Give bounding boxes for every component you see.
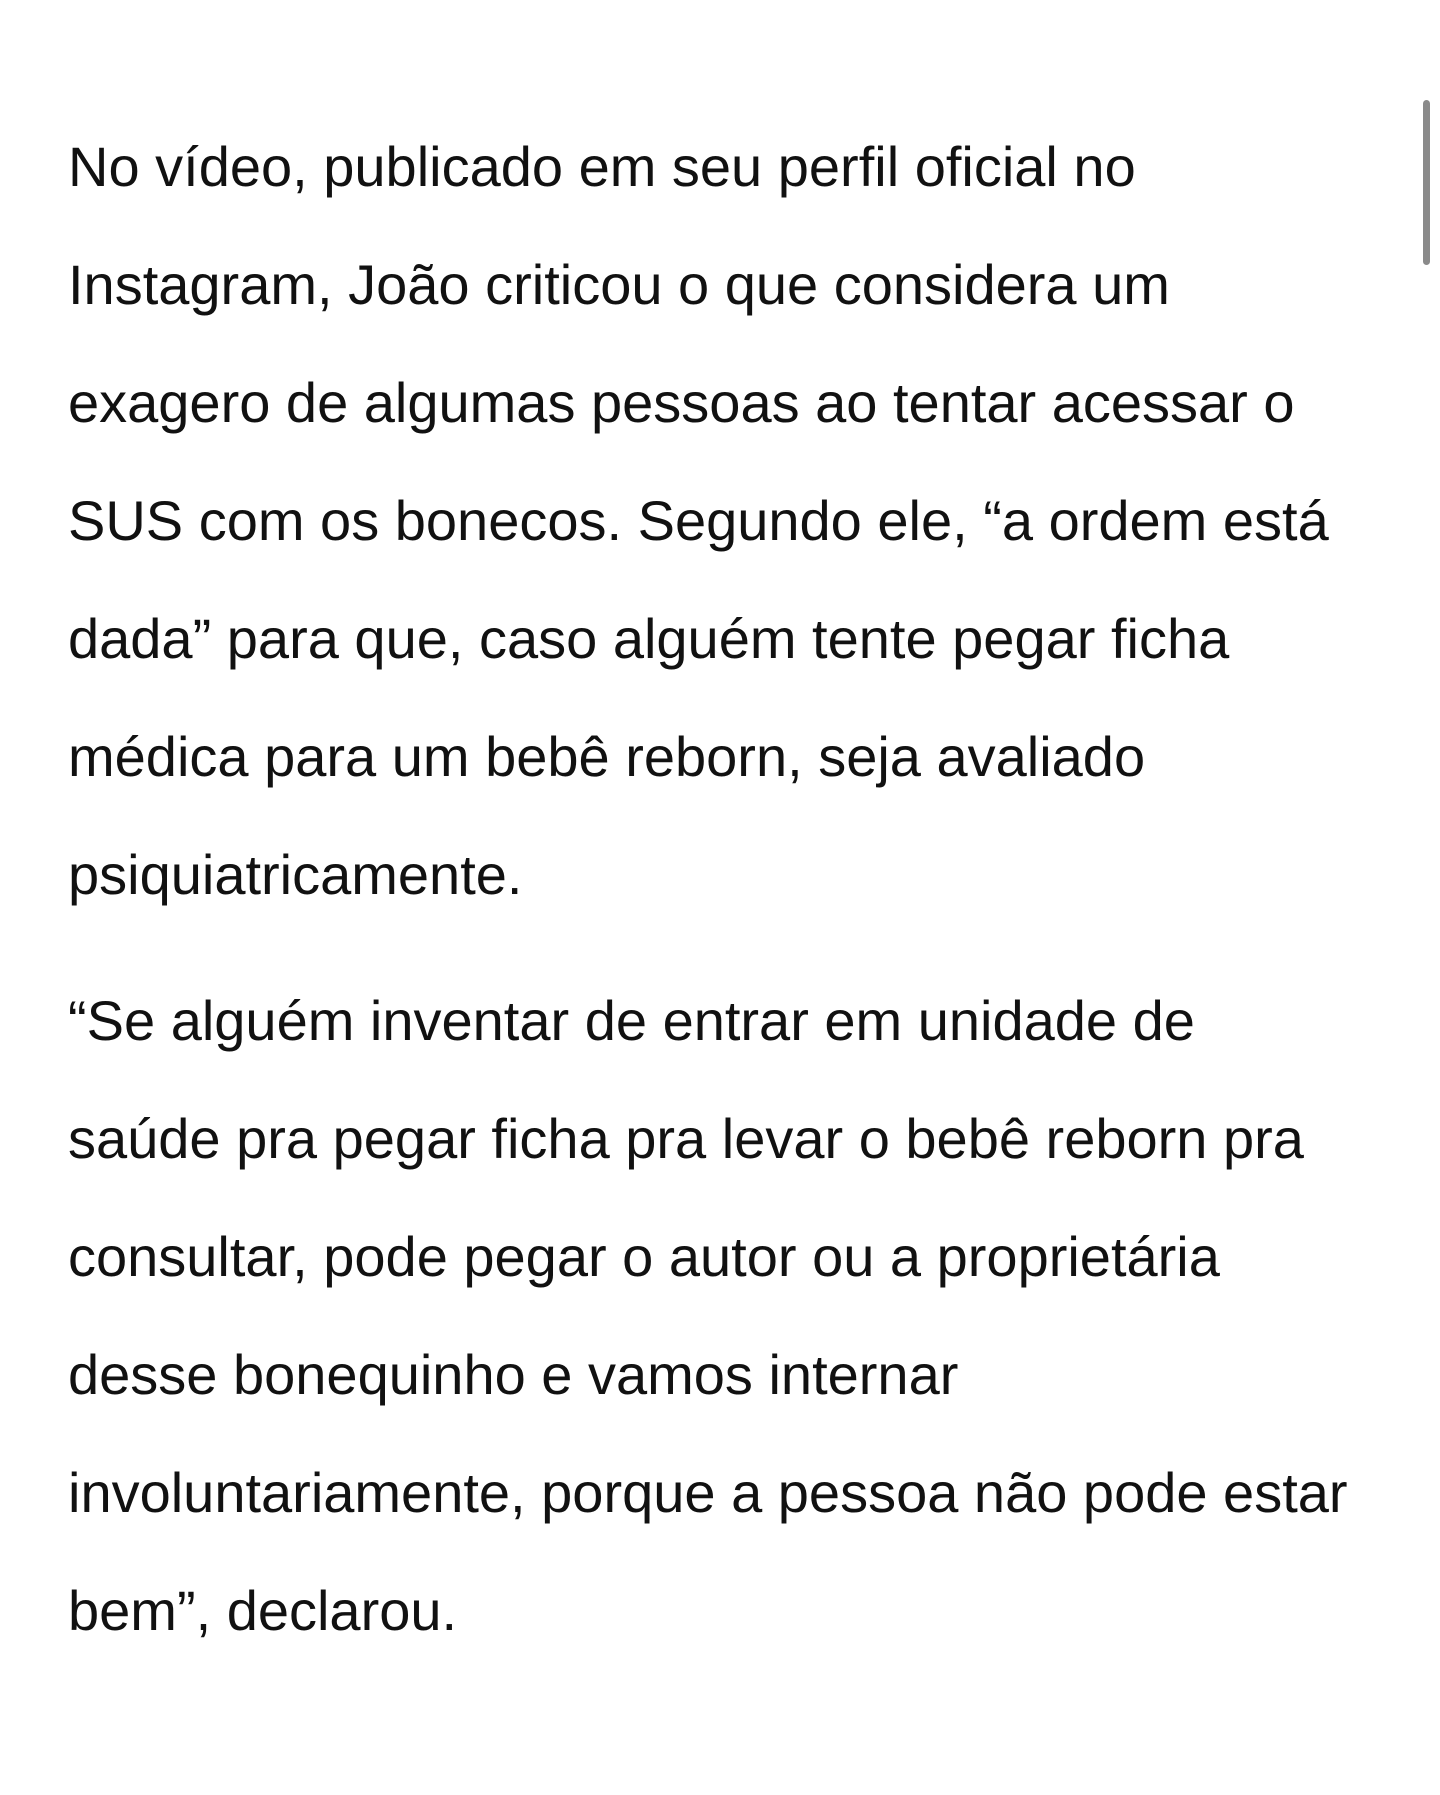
paragraph-2-quote xyxy=(68,962,1388,1670)
paragraph-1 xyxy=(68,108,1388,934)
paragraph-line: No vídeo, publicado em seu perfil oficial no xyxy=(68,135,1136,198)
paragraph-line: bem”, declarou. xyxy=(68,1579,458,1642)
paragraph-line: médica para um bebê reborn, seja avaliado xyxy=(68,725,1146,788)
paragraph-line: SUS com os bonecos. Segundo ele, “a ordem está xyxy=(68,489,1329,552)
paragraph-line: desse bonequinho e vamos internar xyxy=(68,1343,959,1406)
paragraph-line: saúde pra pegar ficha pra levar o bebê reborn pra xyxy=(68,1107,1304,1170)
paragraph-line: exagero de algumas pessoas ao tentar acessar o xyxy=(68,371,1295,434)
paragraph-line: involuntariamente, porque a pessoa não pode estar xyxy=(68,1461,1348,1524)
paragraph-line: psiquiatricamente. xyxy=(68,843,523,906)
article-body xyxy=(68,108,1388,1670)
paragraph-line: “Se alguém inventar de entrar em unidade de xyxy=(68,989,1195,1052)
vertical-scrollbar[interactable] xyxy=(1423,100,1430,265)
paragraph-line: dada” para que, caso alguém tente pegar ficha xyxy=(68,607,1230,670)
paragraph-line: Instagram, João criticou o que considera um xyxy=(68,253,1170,316)
paragraph-line: consultar, pode pegar o autor ou a proprietária xyxy=(68,1225,1220,1288)
